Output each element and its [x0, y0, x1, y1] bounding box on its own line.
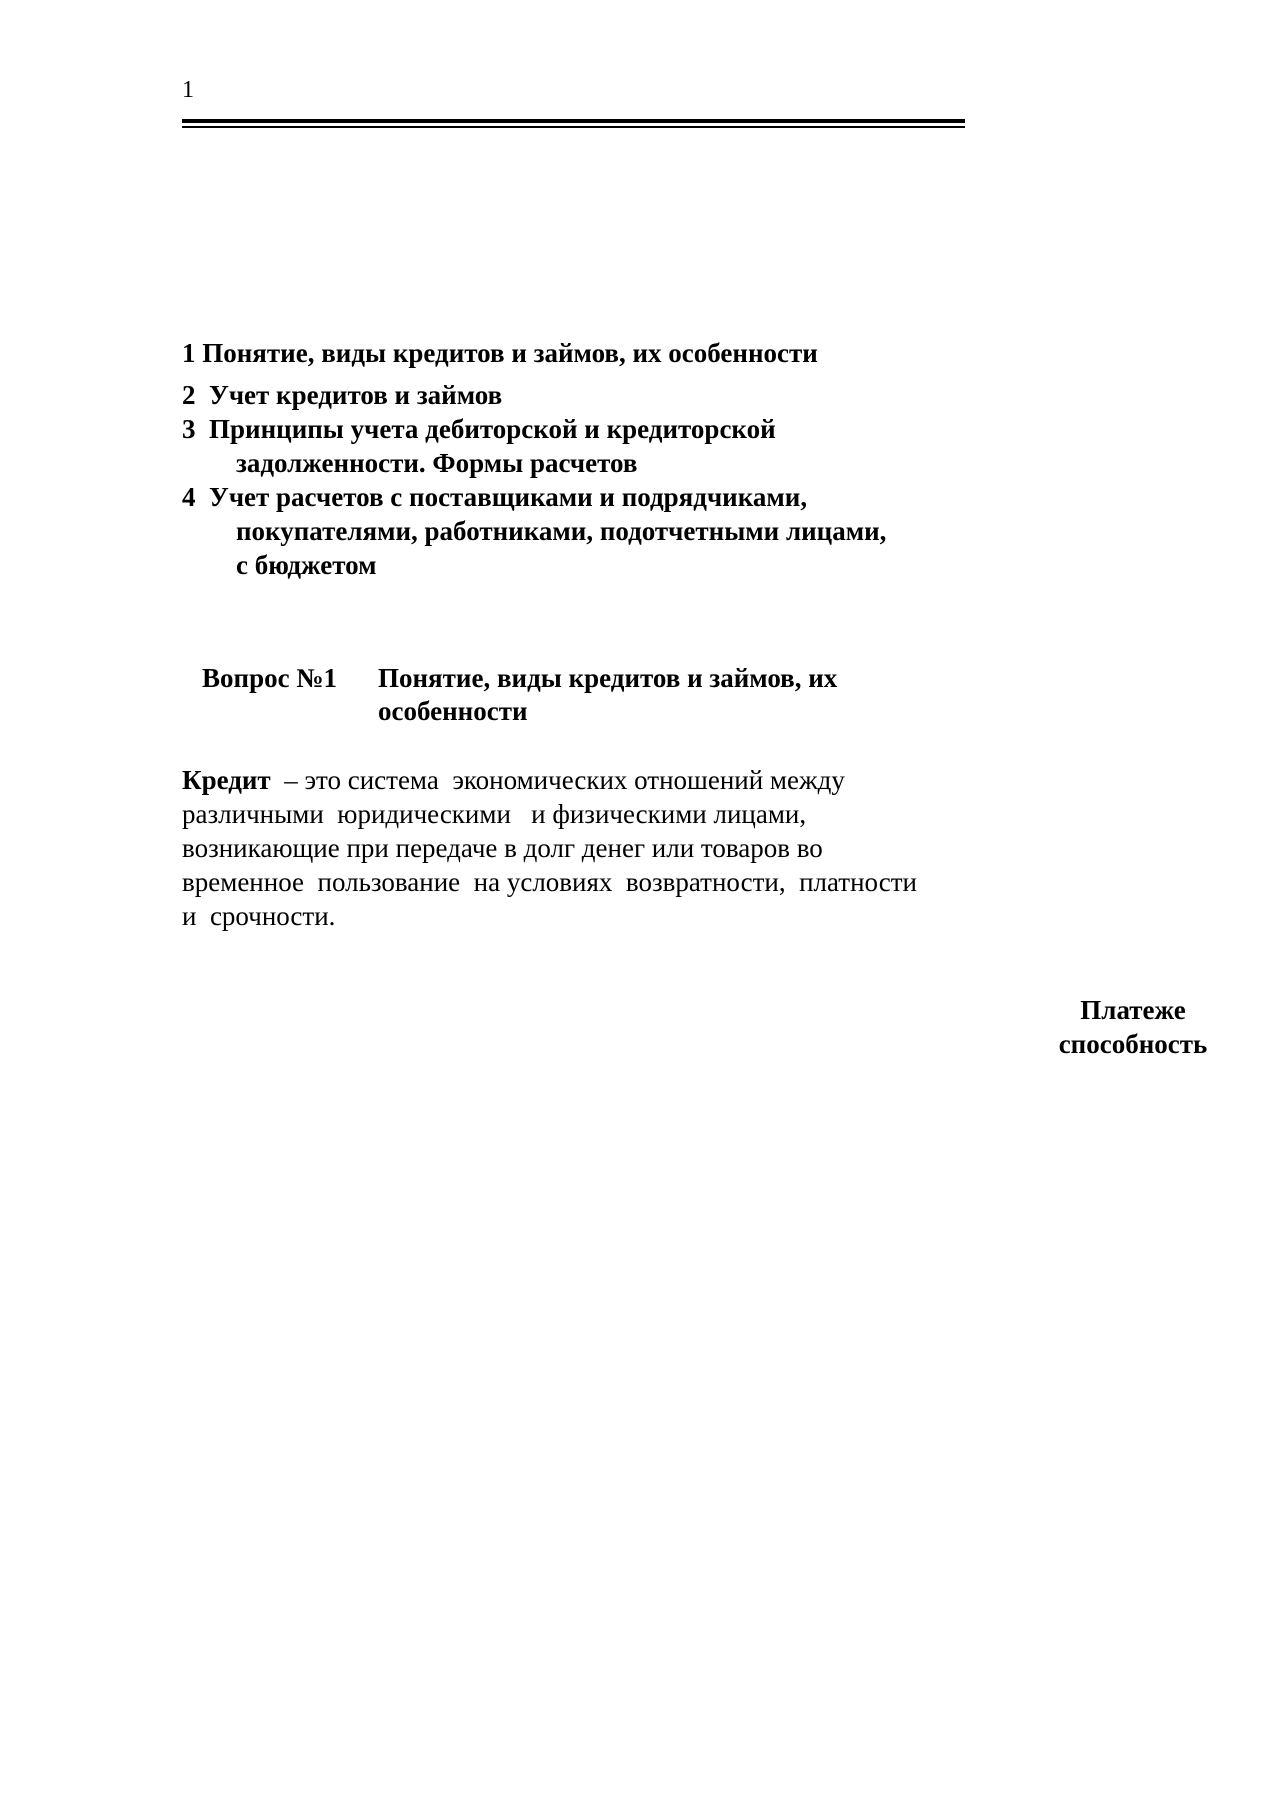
side-label — [1048, 993, 1218, 1061]
header-rule-thin — [182, 126, 965, 128]
side-label-line-1: Платеже — [1080, 995, 1186, 1025]
definition-line-2: различными юридическими и физическими лицами, — [182, 799, 807, 829]
toc-item-text-continued: покупателями, работниками, подотчетными лицами, — [236, 516, 887, 546]
toc-item-number: 3 — [182, 414, 196, 444]
question-title — [378, 662, 918, 728]
toc-item-4 — [182, 480, 1002, 582]
table-of-contents — [182, 336, 1002, 582]
toc-item-3 — [182, 412, 1002, 480]
toc-item-2 — [182, 378, 1002, 412]
side-label-line-2: способность — [1058, 1029, 1208, 1059]
definition-line-1 — [182, 763, 1012, 797]
definition-paragraph — [182, 763, 1012, 933]
definition-term: Кредит — [182, 765, 271, 795]
definition-line-4: временное пользование на условиях возвратности, платности — [182, 867, 917, 897]
question-heading — [202, 662, 918, 728]
header-rule — [182, 119, 965, 123]
toc-item-text-continued: задолженности. Формы расчетов — [236, 448, 638, 478]
definition-line-1-rest: – это система экономических отношений между — [270, 765, 845, 795]
question-label: Вопрос №1 — [202, 663, 337, 693]
definition-line-5: и срочности. — [182, 901, 336, 931]
toc-item-text: Учет расчетов с поставщиками и подрядчиками, — [209, 482, 808, 512]
page-number: 1 — [182, 77, 194, 103]
toc-item-text-continued: с бюджетом — [236, 550, 377, 580]
definition-line-3: возникающие при передаче в долг денег или товаров во — [182, 833, 823, 863]
toc-item-number: 1 — [182, 338, 196, 368]
toc-item-number: 2 — [182, 380, 196, 410]
toc-item-text: Понятие, виды кредитов и займов, их особенности — [202, 338, 818, 368]
question-title-line-2: особенности — [378, 696, 528, 726]
toc-item-text: Учет кредитов и займов — [209, 380, 503, 410]
toc-item-1 — [182, 336, 1002, 370]
toc-item-text: Принципы учета дебиторской и кредиторской — [209, 414, 776, 444]
toc-item-number: 4 — [182, 482, 196, 512]
question-title-line-1: Понятие, виды кредитов и займов, их — [378, 663, 838, 693]
